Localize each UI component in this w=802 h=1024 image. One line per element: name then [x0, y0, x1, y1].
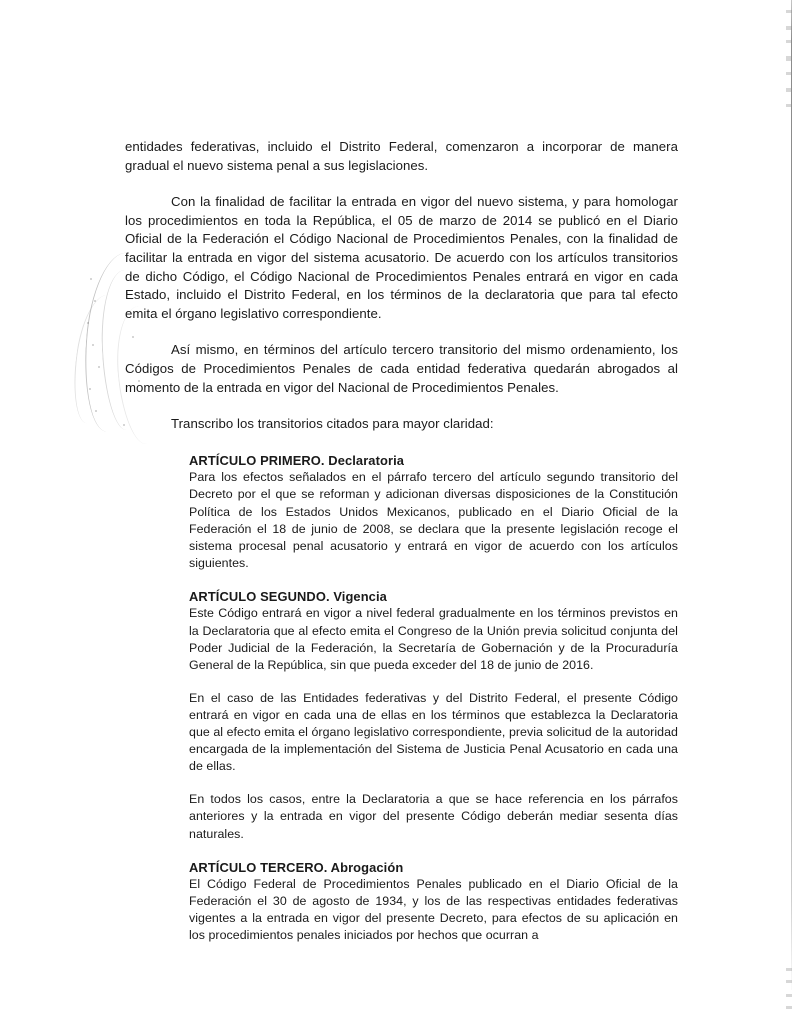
article-segundo-paragraph-2: En el caso de las Entidades federativas y del Distrito Federal, el presente Código entrará en vigor en cada una de ellas en los términos que establezca la Declaratoria que al efecto emita el órgano legislativo correspondiente, previa solicitud de la autoridad encargada de la implementación del Sistema de Justicia Penal Acusatorio en cada una de ellas.: [189, 690, 678, 774]
scan-speckle: [786, 104, 792, 107]
scan-speckle: [786, 994, 792, 997]
scan-speckle: [786, 40, 792, 43]
scan-speckle: [786, 72, 792, 75]
article-tercero: [189, 859, 678, 945]
article-primero-heading: ARTÍCULO PRIMERO. Declaratoria: [189, 452, 405, 468]
scan-speckle: [786, 88, 792, 92]
article-segundo-paragraph-3: En todos los casos, entre la Declaratoria a que se hace referencia en los párrafos anteriores y la entrada en vigor del presente Código deberán mediar sesenta días naturales.: [189, 792, 678, 841]
article-primero: [189, 452, 678, 572]
scan-speckle: [786, 1006, 792, 1009]
article-primero-paragraph-1: Para los efectos señalados en el párrafo tercero del artículo segundo transitorio del Decreto por el que se reforman y adicionan diversas disposiciones de la Constitución Política de los Estados Unidos Mexicanos, publicado en el Diario Oficial de la Federación el 18 de junio de 2008, se declara que la presente legislación recoge el sistema procesal penal acusatorio y entrará en vigor de acuerdo con los artículos siguientes.: [189, 470, 678, 570]
scan-speckle: [786, 10, 792, 13]
scan-speckle: [786, 980, 792, 983]
article-segundo: [189, 588, 678, 843]
paragraph-finalidad: Con la finalidad de facilitar la entrada en vigor del nuevo sistema, y para homologar los procedimientos en toda la República, el 05 de marzo de 2014 se publicó en el Diario Oficial de la Federación el Código Nacional de Procedimientos Penales, con la finalidad de facilitar la entrada en vigor del sistema acusatorio. De acuerdo con los artículos transitorios de dicho Código, el Código Nacional de Procedimientos Penales entrará en vigor en cada Estado, incluido el Distrito Federal, en los términos de la declaratoria que para tal efecto emita el órgano legislativo correspondiente.: [125, 194, 678, 321]
paragraph-asimismo: Así mismo, en términos del artículo tercero transitorio del mismo ordenamiento, los Códigos de Procedimientos Penales de cada entidad federativa quedarán abrogados al momento de la entrada en vigor del Nacional de Procedimientos Penales.: [125, 342, 678, 395]
paragraph-continuation: entidades federativas, incluido el Distrito Federal, comenzaron a incorporar de manera gradual el nuevo sistema penal a sus legislaciones.: [125, 139, 678, 173]
article-tercero-paragraph-1: El Código Federal de Procedimientos Penales publicado en el Diario Oficial de la Federación el 30 de agosto de 1934, y los de las respectivas entidades federativas vigentes a la entrada en vigor del presente Decreto, para efectos de su aplicación en los procedimientos penales iniciados por hechos que ocurran a: [189, 877, 678, 943]
article-segundo-paragraph-1: Este Código entrará en vigor a nivel federal gradualmente en los términos previstos en la Declaratoria que al efecto emita el Congreso de la Unión previa solicitud conjunta del Poder Judicial de la Federación, la Secretaría de Gobernación y de la Procuraduría General de la República, sin que pueda exceder del 18 de junio de 2016.: [189, 606, 678, 672]
scan-speckle: [786, 26, 792, 30]
document-text-column: [125, 138, 678, 961]
article-tercero-heading: ARTÍCULO TERCERO. Abrogación: [189, 859, 404, 875]
article-segundo-heading: ARTÍCULO SEGUNDO. Vigencia: [189, 588, 387, 604]
scan-speckle: [786, 56, 792, 61]
scan-edge-line: [791, 0, 792, 990]
scan-speckle: [786, 968, 792, 971]
paragraph-transcribo: Transcribo los transitorios citados para mayor claridad:: [171, 416, 494, 432]
transitory-articles-block: [189, 452, 678, 945]
